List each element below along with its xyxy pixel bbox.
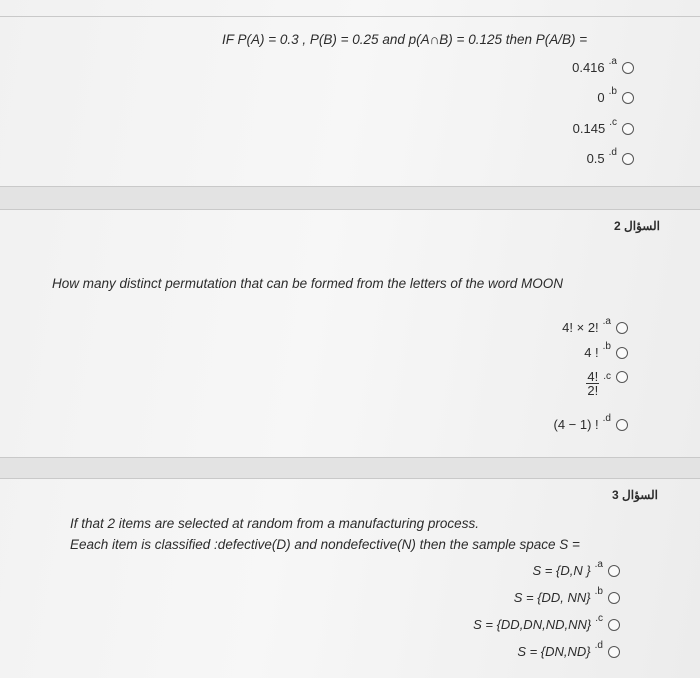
option-text: 0 <box>597 90 605 105</box>
radio-button[interactable] <box>608 619 620 631</box>
radio-button[interactable] <box>622 153 634 165</box>
radio-button[interactable] <box>622 123 634 135</box>
question-2-number: السؤال 2 <box>614 219 660 233</box>
section-separator <box>0 457 700 479</box>
radio-button[interactable] <box>616 371 628 383</box>
question-1-option-b[interactable] <box>597 86 634 105</box>
radio-button[interactable] <box>616 419 628 431</box>
option-letter: .d <box>602 413 611 424</box>
option-letter: .d <box>608 147 617 158</box>
divider <box>0 16 700 17</box>
radio-button[interactable] <box>608 592 620 604</box>
option-text: 0.5 <box>586 151 605 166</box>
option-text: S = {DD, NN} <box>513 590 591 605</box>
option-text: 0.416 <box>572 60 605 75</box>
question-1-option-d[interactable] <box>586 147 634 166</box>
question-3-option-a[interactable] <box>532 559 620 578</box>
question-3-option-d[interactable] <box>517 640 620 659</box>
question-2-option-a[interactable] <box>562 316 628 335</box>
option-text: 0.145 <box>572 121 606 136</box>
question-2-option-b[interactable] <box>584 341 628 360</box>
fraction-denominator: 2! <box>587 383 599 398</box>
question-3-option-c[interactable] <box>473 613 620 632</box>
fraction <box>586 370 599 397</box>
question-1-option-c[interactable] <box>572 117 634 136</box>
divider <box>0 209 700 210</box>
question-2-option-d[interactable] <box>553 413 628 432</box>
radio-button[interactable] <box>616 322 628 334</box>
radio-button[interactable] <box>622 62 634 74</box>
option-letter: .d <box>594 640 603 651</box>
option-letter: .a <box>594 559 603 570</box>
option-text: 4 ! <box>584 345 599 360</box>
divider <box>0 457 700 458</box>
option-text: S = {DN,ND} <box>517 644 591 659</box>
question-3-line-1: If that 2 items are selected at random from a manufacturing process. <box>70 516 479 531</box>
option-letter: .c <box>595 613 603 624</box>
question-1-option-a[interactable] <box>572 56 634 75</box>
question-1-text: IF P(A) = 0.3 , P(B) = 0.25 and p(A∩B) = 0.125 then P(A/B) = <box>222 32 588 47</box>
option-text: (4 − 1) ! <box>553 417 599 432</box>
question-3-number: السؤال 3 <box>612 488 658 502</box>
option-letter: .c <box>609 117 617 128</box>
option-letter: .a <box>602 316 611 327</box>
question-2-text: How many distinct permutation that can be formed from the letters of the word MOON <box>52 276 563 291</box>
question-3-line-2: Eeach item is classified :defective(D) and nondefective(N) then the sample space S = <box>70 537 580 552</box>
radio-button[interactable] <box>622 92 634 104</box>
option-text: 4! × 2! <box>562 320 599 335</box>
divider <box>0 478 700 479</box>
option-text: S = {D,N } <box>532 563 591 578</box>
radio-button[interactable] <box>608 565 620 577</box>
fraction-numerator: 4! <box>587 369 599 384</box>
option-letter: .a <box>608 56 617 67</box>
section-separator <box>0 186 700 210</box>
question-3-option-b[interactable] <box>513 586 620 605</box>
option-letter: .b <box>602 341 611 352</box>
option-letter: .b <box>608 86 617 97</box>
radio-button[interactable] <box>616 347 628 359</box>
divider <box>0 186 700 187</box>
option-text: S = {DD,DN,ND,NN} <box>473 617 592 632</box>
question-2-option-c[interactable] <box>586 370 628 397</box>
option-letter: .c <box>603 371 611 382</box>
option-letter: .b <box>594 586 603 597</box>
radio-button[interactable] <box>608 646 620 658</box>
